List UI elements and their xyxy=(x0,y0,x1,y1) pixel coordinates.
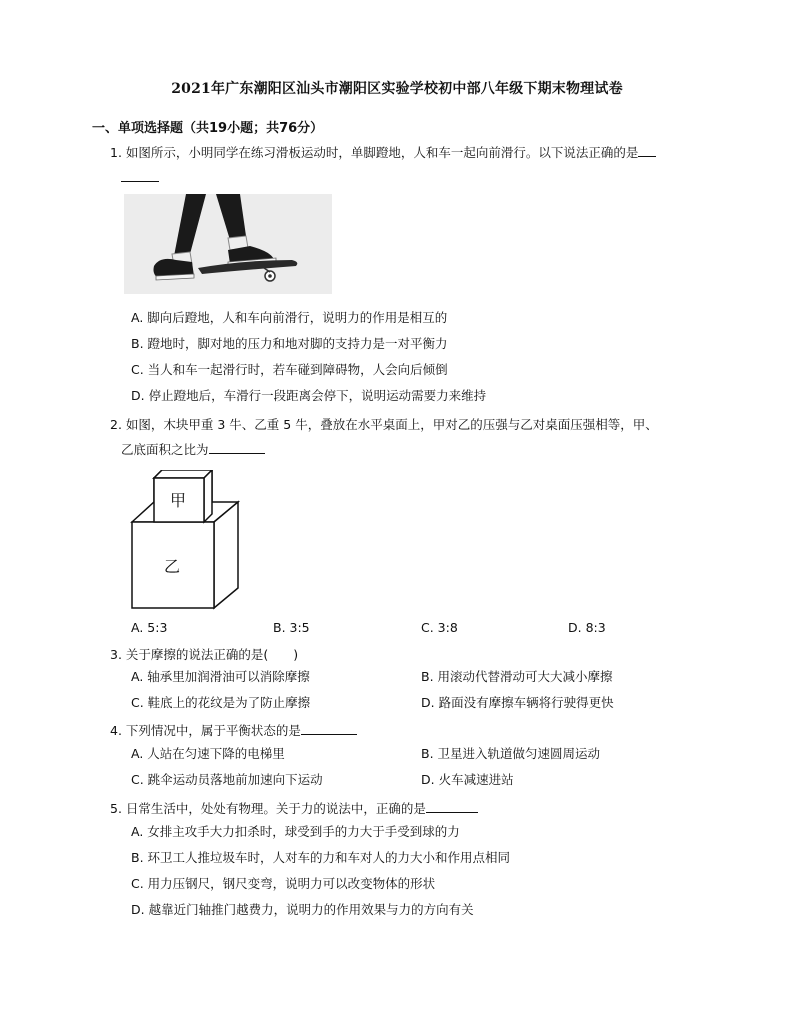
page-title: 2021年广东潮阳区汕头市潮阳区实验学校初中部八年级下期末物理试卷 xyxy=(171,81,623,97)
q5-option-d: D. 越靠近门轴推门越费力，说明力的作用效果与力的方向有关 xyxy=(131,902,474,917)
q4-option-b: B. 卫星进入轨道做匀速圆周运动 xyxy=(421,746,601,761)
block-label-jia: 甲 xyxy=(170,491,187,510)
answer-blank xyxy=(638,142,656,157)
q3-option-a: A. 轴承里加润滑油可以消除摩擦 xyxy=(131,669,310,684)
q2-option-c: C. 3:8 xyxy=(421,620,458,635)
question-5-stem: 5. 日常生活中，处处有物理。关于力的说法中，正确的是 xyxy=(110,796,478,821)
block-label-yi: 乙 xyxy=(164,557,181,576)
q4-option-c: C. 跳伞运动员落地前加速向下运动 xyxy=(131,772,323,787)
answer-blank xyxy=(209,439,265,454)
q3-option-b: B. 用滚动代替滑动可大大减小摩擦 xyxy=(421,669,613,684)
question-1-stem: 1. 如图所示，小明同学在练习滑板运动时，单脚蹬地，人和车一起向前滑行。以下说法正确的是 xyxy=(110,140,656,190)
q3-option-c: C. 鞋底上的花纹是为了防止摩擦 xyxy=(131,695,311,710)
q5-option-c: C. 用力压钢尺，钢尺变弯，说明力可以改变物体的形状 xyxy=(131,876,436,891)
q2-option-a: A. 5:3 xyxy=(131,620,168,635)
q5-option-b: B. 环卫工人推垃圾车时，人对车的力和车对人的力大小和作用点相同 xyxy=(131,850,511,865)
q1-option-d: D. 停止蹬地后，车滑行一段距离会停下，说明运动需要力来维持 xyxy=(131,388,487,403)
answer-blank xyxy=(301,720,357,735)
q3-option-d: D. 路面没有摩擦车辆将行驶得更快 xyxy=(421,695,614,710)
q4-option-a: A. 人站在匀速下降的电梯里 xyxy=(131,746,285,761)
question-2-stem: 2. 如图，木块甲重 3 牛、乙重 5 牛，叠放在水平桌面上，甲对乙的压强与乙对桌面压强相等，甲、 乙底面积之比为 xyxy=(110,417,658,457)
answer-blank xyxy=(426,798,478,813)
question-4-stem: 4. 下列情况中，属于平衡状态的是 xyxy=(110,718,357,743)
q1-option-a: A. 脚向后蹬地，人和车向前滑行，说明力的作用是相互的 xyxy=(131,310,448,325)
q5-option-a: A. 女排主攻手大力扣杀时，球受到手的力大于手受到球的力 xyxy=(131,824,460,839)
question-3-stem: 3. 关于摩擦的说法正确的是( ) xyxy=(110,647,299,662)
q2-option-d: D. 8:3 xyxy=(568,620,606,635)
section-heading: 一、单项选择题（共19小题；共76分） xyxy=(92,121,324,136)
answer-blank xyxy=(121,167,159,182)
q2-option-b: B. 3:5 xyxy=(273,620,310,635)
q4-option-d: D. 火车减速进站 xyxy=(421,772,514,787)
stacked-blocks-figure xyxy=(128,470,244,610)
q1-option-b: B. 蹬地时，脚对地的压力和地对脚的支持力是一对平衡力 xyxy=(131,336,448,351)
skateboard-figure xyxy=(124,194,332,294)
q1-option-c: C. 当人和车一起滑行时，若车碰到障碍物，人会向后倾倒 xyxy=(131,362,448,377)
